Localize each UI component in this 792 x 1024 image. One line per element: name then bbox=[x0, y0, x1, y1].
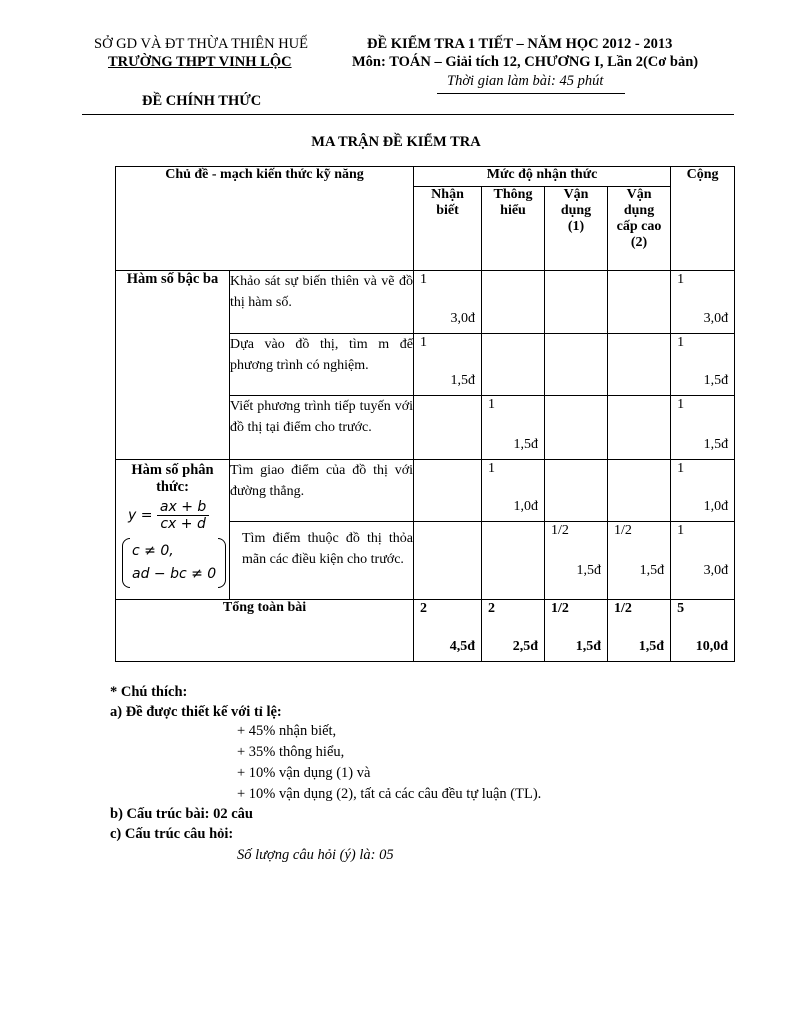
function-conditions: c ≠ 0, ad − bc ≠ 0 bbox=[116, 538, 229, 588]
notes-a-item: + 10% vận dụng (2), tất cả các câu đều tự luận (TL). bbox=[237, 786, 542, 802]
rational-function-formula: y = $\frac{ax + b}{cx + d}$ bbox=[116, 499, 229, 532]
total-vd2: 1/2 1,5đ bbox=[608, 600, 671, 662]
notes-a-item: + 35% thông hiểu, bbox=[237, 744, 345, 760]
cell-vd1: 1/2 1,5đ bbox=[545, 522, 608, 600]
exam-time: Thời gian làm bài: 45 phút bbox=[447, 73, 604, 89]
col-thong-hieu: Thông hiểu bbox=[482, 187, 545, 271]
cell-th bbox=[482, 522, 545, 600]
cell-th bbox=[482, 334, 545, 396]
header-divider bbox=[82, 114, 734, 115]
row-description: Khảo sát sự biến thiên và vẽ đồ thị hàm số. bbox=[230, 271, 414, 334]
total-row bbox=[116, 600, 735, 662]
cell-total: 1 1,0đ bbox=[671, 460, 735, 522]
cell-total: 1 1,5đ bbox=[671, 334, 735, 396]
notes-a: a) Đề được thiết kế với tỉ lệ: bbox=[110, 704, 282, 720]
cell-nb: 1 3,0đ bbox=[414, 271, 482, 334]
table-row bbox=[116, 271, 735, 334]
row-description: Dựa vào đồ thị, tìm m để phương trình có nghiệm. bbox=[230, 334, 414, 396]
col-van-dung-2: Vận dụng cấp cao (2) bbox=[608, 187, 671, 271]
exam-title: ĐỀ KIỂM TRA 1 TIẾT – NĂM HỌC 2012 - 2013 bbox=[367, 36, 673, 52]
total-all: 5 10,0đ bbox=[671, 600, 735, 662]
col-nhan-biet: Nhận biết bbox=[414, 187, 482, 271]
exam-subject: Môn: TOÁN – Giải tích 12, CHƯƠNG I, Lần 2(Cơ bản) bbox=[352, 54, 699, 70]
cell-th bbox=[482, 271, 545, 334]
cell-vd1 bbox=[545, 396, 608, 460]
cell-total: 1 1,5đ bbox=[671, 396, 735, 460]
topic-header: Chủ đề - mạch kiến thức kỹ năng bbox=[116, 167, 414, 271]
cell-nb: 1 1,5đ bbox=[414, 334, 482, 396]
cell-total: 1 3,0đ bbox=[671, 271, 735, 334]
notes-a-item: + 45% nhận biết, bbox=[237, 723, 337, 739]
total-nb: 2 4,5đ bbox=[414, 600, 482, 662]
cell-nb bbox=[414, 460, 482, 522]
topic-cubic-function: Hàm số bậc ba bbox=[116, 271, 230, 460]
notes-a-item: + 10% vận dụng (1) và bbox=[237, 765, 371, 781]
col-van-dung-1: Vận dụng (1) bbox=[545, 187, 608, 271]
matrix-title: MA TRẬN ĐỀ KIỂM TRA bbox=[311, 134, 481, 150]
topic-rational-function: Hàm số phân thức: y = $\frac{ax + b}{cx + d}$ c ≠ 0, ad − bc ≠ 0 bbox=[116, 460, 230, 600]
cell-vd2 bbox=[608, 396, 671, 460]
exam-matrix-table bbox=[115, 166, 735, 662]
level-header: Mức độ nhận thức bbox=[414, 167, 671, 187]
cell-vd2 bbox=[608, 334, 671, 396]
cell-vd2 bbox=[608, 460, 671, 522]
cell-vd1 bbox=[545, 271, 608, 334]
cell-th: 1 1,5đ bbox=[482, 396, 545, 460]
notes-c: c) Cấu trúc câu hỏi: bbox=[110, 826, 234, 842]
total-column-header: Cộng bbox=[671, 167, 735, 271]
cell-vd1 bbox=[545, 460, 608, 522]
cell-th: 1 1,0đ bbox=[482, 460, 545, 522]
cell-vd2: 1/2 1,5đ bbox=[608, 522, 671, 600]
school-name: TRƯỜNG THPT VINH LỘC bbox=[108, 54, 292, 70]
total-vd1: 1/2 1,5đ bbox=[545, 600, 608, 662]
cell-total: 1 3,0đ bbox=[671, 522, 735, 600]
cell-vd2 bbox=[608, 271, 671, 334]
official-label: ĐỀ CHÍNH THỨC bbox=[142, 93, 262, 109]
time-underline bbox=[437, 93, 625, 94]
total-label: Tổng toàn bài bbox=[116, 600, 414, 662]
cell-vd1 bbox=[545, 334, 608, 396]
row-description: Tìm điểm thuộc đồ thị thỏa mãn các điều kiện cho trước. bbox=[230, 522, 414, 600]
cell-nb bbox=[414, 396, 482, 460]
row-description: Tìm giao điểm của đồ thị với đường thẳng. bbox=[230, 460, 414, 522]
notes-c-item: Số lượng câu hỏi (ý) là: 05 bbox=[237, 847, 394, 863]
row-description: Viết phương trình tiếp tuyến với đồ thị tại điểm cho trước. bbox=[230, 396, 414, 460]
cell-nb bbox=[414, 522, 482, 600]
department-name: SỞ GD VÀ ĐT THỪA THIÊN HUẾ bbox=[94, 36, 308, 52]
table-row bbox=[116, 460, 735, 522]
notes-heading: * Chú thích: bbox=[110, 684, 188, 700]
total-th: 2 2,5đ bbox=[482, 600, 545, 662]
notes-b: b) Cấu trúc bài: 02 câu bbox=[110, 806, 253, 822]
